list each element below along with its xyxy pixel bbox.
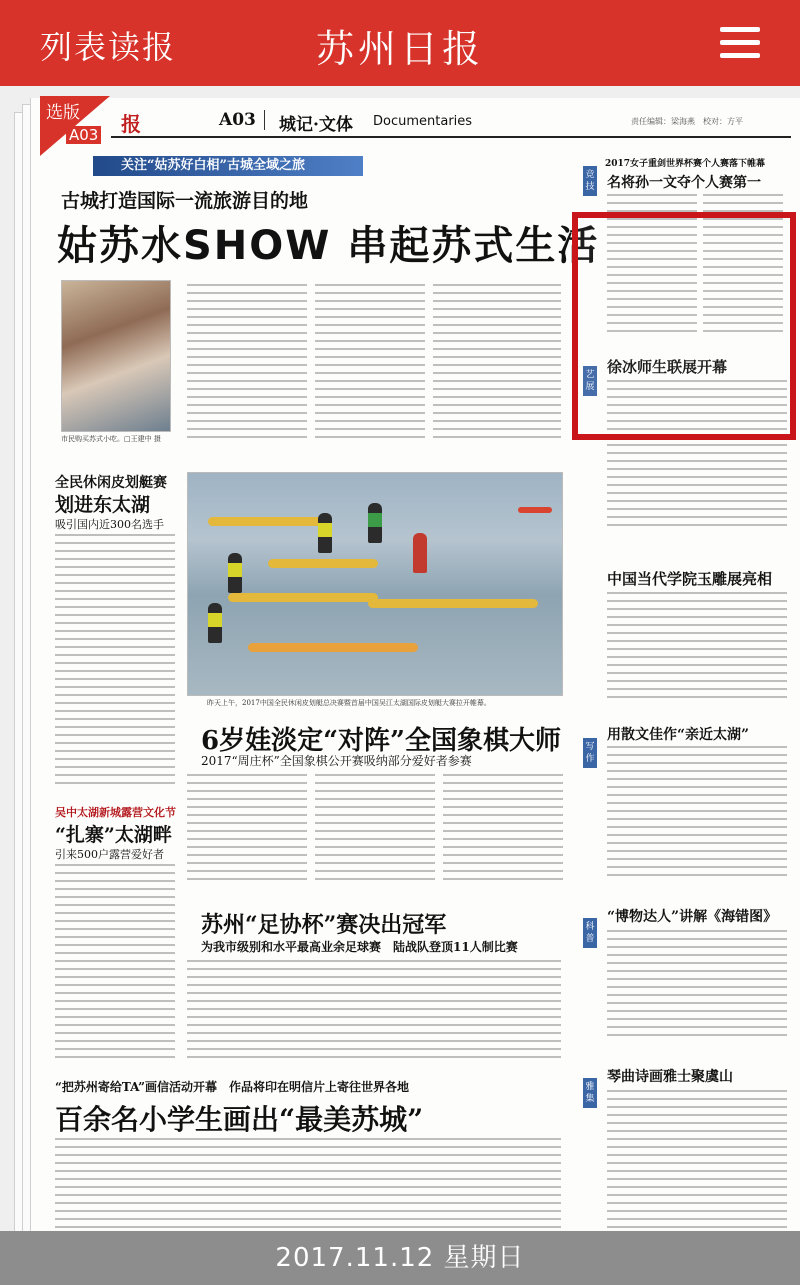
kids-story-title[interactable]: 百余名小学生画出“最美苏城” bbox=[55, 1103, 424, 1136]
story-kayak-text[interactable] bbox=[55, 534, 175, 784]
lead-article-text[interactable] bbox=[187, 284, 307, 444]
football-story-subtitle: 为我市级别和水平最高业余足球赛 陆战队登顶11人制比赛 bbox=[201, 940, 518, 954]
museum-story-text[interactable] bbox=[607, 930, 787, 1040]
page-selector-code: A03 bbox=[66, 126, 101, 144]
paper-editors: 责任编辑：梁海燕 校对：方平 bbox=[631, 117, 743, 126]
app-title: 苏州日报 bbox=[315, 27, 484, 71]
paper-page-number: A03 bbox=[219, 110, 265, 130]
football-story-text[interactable] bbox=[187, 960, 561, 1060]
lead-headline[interactable]: 姑苏水SHOW 串起苏式生活 bbox=[57, 223, 600, 269]
prose-story-text[interactable] bbox=[607, 746, 787, 876]
kids-story-text[interactable] bbox=[55, 1138, 561, 1231]
page-selector[interactable] bbox=[40, 96, 110, 156]
chess-story-title[interactable]: 6岁娃淡定“对阵”全国象棋大师 bbox=[201, 726, 562, 756]
snack-photo[interactable] bbox=[61, 280, 171, 432]
chess-story-subtitle: 2017“周庄杯”全国象棋公开赛吸纳部分爱好者参赛 bbox=[201, 754, 472, 768]
list-reading-button[interactable]: 列表读报 bbox=[40, 28, 177, 66]
story-kayak-title-2[interactable]: 划进东太湖 bbox=[55, 494, 151, 516]
story-camp-text[interactable] bbox=[55, 864, 175, 1064]
music-story-text[interactable] bbox=[607, 1090, 787, 1230]
chess-story-text[interactable] bbox=[187, 774, 307, 884]
tab-elegant[interactable]: 雅集 bbox=[583, 1078, 597, 1108]
paper-section-english: Documentaries bbox=[373, 114, 473, 129]
menu-icon[interactable] bbox=[720, 27, 760, 59]
music-story-title[interactable]: 琴曲诗画雅士聚虞山 bbox=[607, 1069, 733, 1085]
jade-story-title[interactable]: 中国当代学院玉雕展亮相 bbox=[607, 570, 773, 588]
issue-date-bar[interactable]: 2017.11.12 星期日 bbox=[0, 1231, 800, 1285]
story-camp-title[interactable]: “扎寨”太湖畔 bbox=[55, 824, 172, 846]
tab-art[interactable]: 艺展 bbox=[583, 366, 597, 396]
fencing-title[interactable]: 名将孙一文夺个人赛第一 bbox=[607, 175, 761, 191]
art-story-title[interactable]: 徐冰师生联展开幕 bbox=[607, 358, 728, 376]
newspaper-viewer[interactable] bbox=[0, 86, 800, 1231]
paper-logo: 报 bbox=[121, 112, 141, 136]
fencing-kicker: 2017女子重剑世界杯赛个人赛落下帷幕 bbox=[605, 159, 766, 169]
app-header bbox=[0, 0, 800, 86]
kayak-photo-caption: 昨天上午，2017中国全民休闲皮划艇总决赛暨首届中国吴江太湖国际皮划艇大赛拉开帷幕。 bbox=[207, 699, 491, 707]
lead-subhead[interactable]: 古城打造国际一流旅游目的地 bbox=[61, 190, 309, 212]
lead-article-text[interactable] bbox=[315, 284, 425, 444]
chess-story-text[interactable] bbox=[315, 774, 435, 884]
tab-science[interactable]: 科普 bbox=[583, 918, 597, 948]
chess-story-text[interactable] bbox=[443, 774, 563, 884]
story-kayak-subtitle: 吸引国内近300名选手 bbox=[55, 518, 164, 531]
jade-story-text[interactable] bbox=[607, 592, 787, 702]
lead-article-text[interactable] bbox=[433, 284, 561, 444]
story-camp-subtitle: 引来500户露营爱好者 bbox=[55, 848, 164, 861]
topic-bar[interactable]: 关注“姑苏好白相”古城全域之旅 bbox=[93, 156, 363, 176]
kids-story-kicker: “把苏州寄给TA”画信活动开幕 作品将印在明信片上寄往世界各地 bbox=[55, 1080, 409, 1094]
snack-photo-caption: 市民购买苏式小吃。□王建中 摄 bbox=[61, 435, 161, 443]
paper-header bbox=[111, 106, 791, 138]
museum-story-title[interactable]: “博物达人”讲解《海错图》 bbox=[607, 909, 778, 925]
story-kayak-title[interactable]: 全民休闲皮划艇赛 bbox=[55, 475, 167, 491]
kayak-race-photo[interactable] bbox=[187, 472, 563, 696]
page-selector-label: 选版 bbox=[46, 103, 80, 123]
selected-article-highlight[interactable] bbox=[572, 212, 796, 440]
football-story-title[interactable]: 苏州“足协杯”赛决出冠军 bbox=[201, 912, 447, 938]
paper-section-name: 城记·文体 bbox=[279, 115, 353, 135]
story-camp-kicker: 吴中太湖新城露营文化节 bbox=[55, 806, 176, 819]
tab-sports[interactable]: 竞技 bbox=[583, 166, 597, 196]
prose-story-title[interactable]: 用散文佳作“亲近太湖” bbox=[607, 727, 750, 743]
tab-writing[interactable]: 写作 bbox=[583, 738, 597, 768]
